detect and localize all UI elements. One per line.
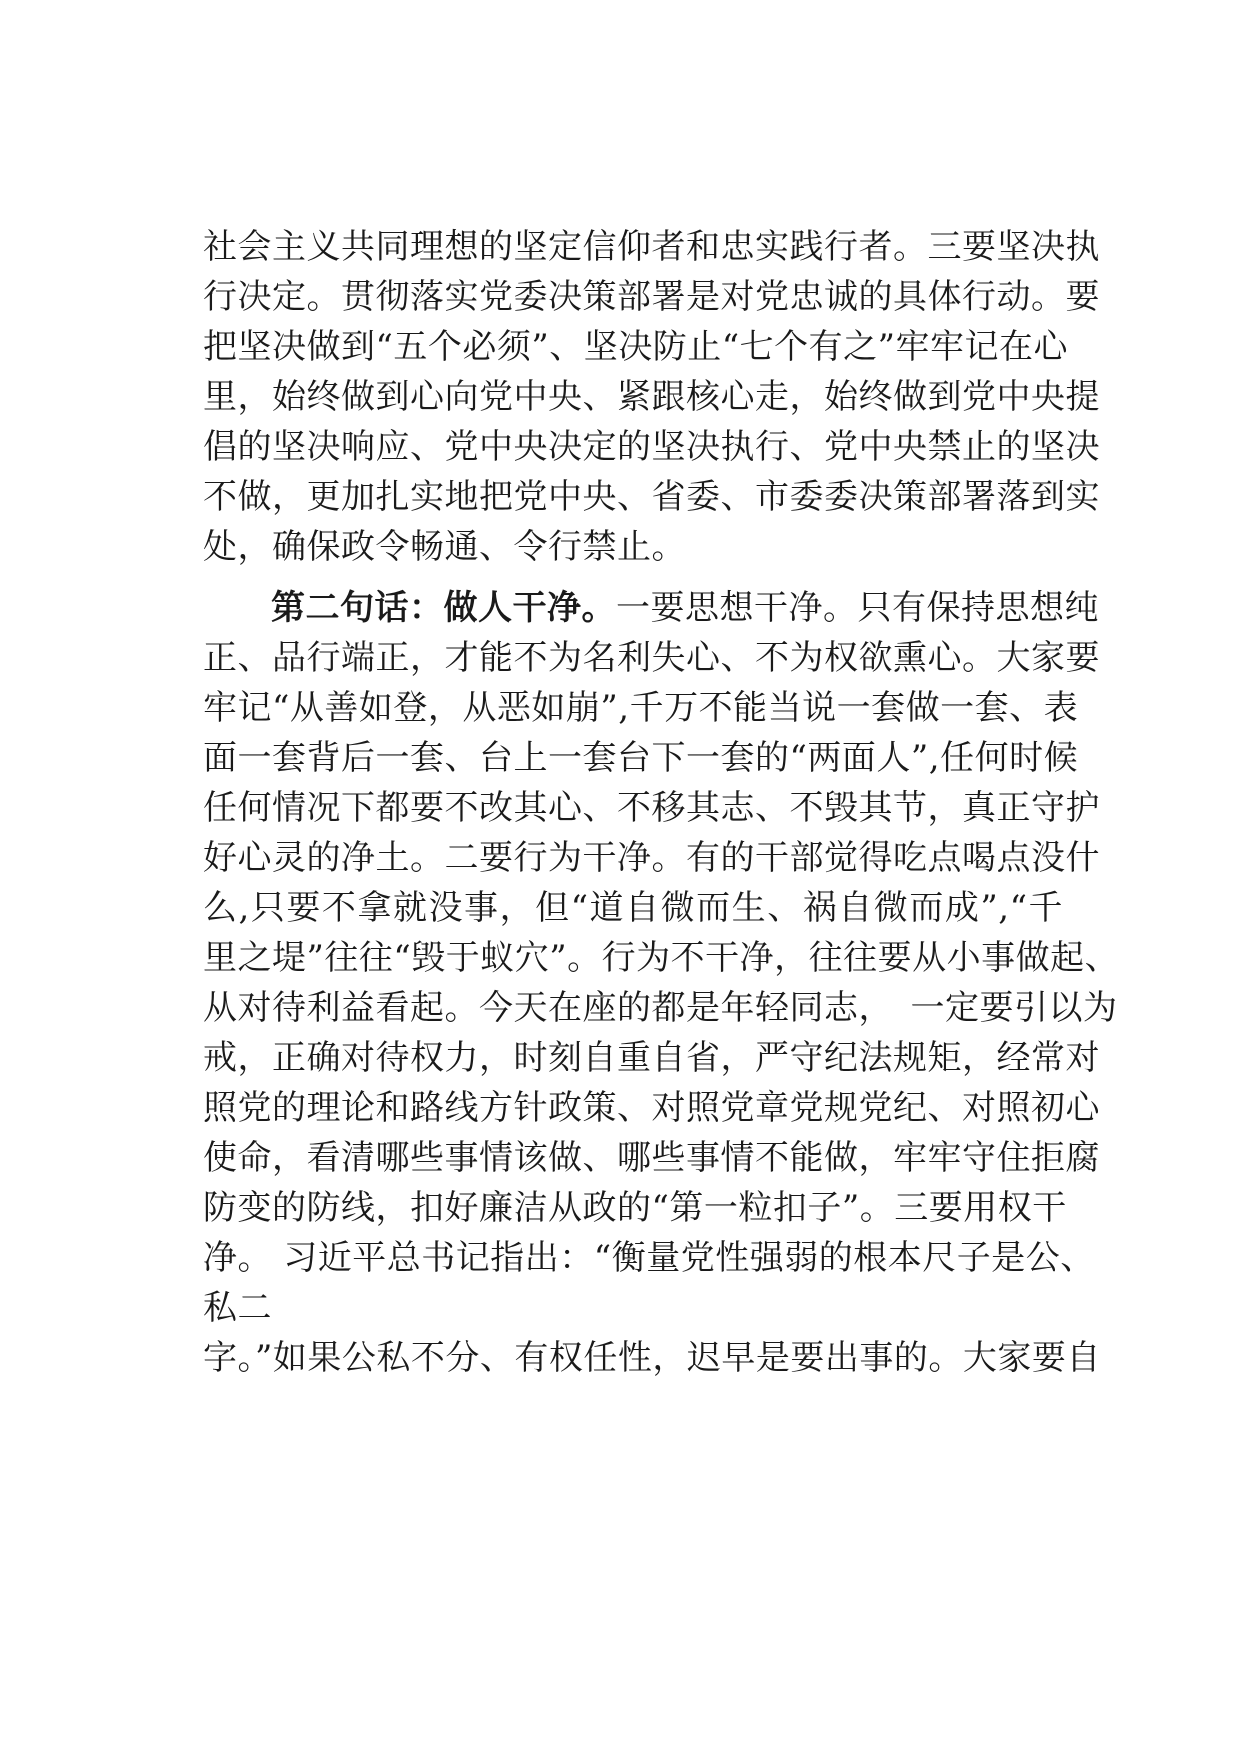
text-line: 使命，看清哪些事情该做、哪些事情不能做，牢牢守住拒腐 [203,1138,1100,1178]
text-run: 一要思想干净。只有保持思想纯 [616,588,1099,628]
text-line: 正、品行端正，才能不为名利失心、不为权欲熏心。大家要 [203,638,1100,678]
text-line: 处，确保政令畅通、令行禁止。 [203,527,686,567]
text-line: 从对待利益看起。今天在座的都是年轻同志， 一定要引以为 [203,988,1118,1028]
text-line: 防变的防线，扣好廉洁从政的“第一粒扣子”。三要用权干 [203,1188,1067,1228]
text-line: 私二 [203,1288,272,1328]
text-line: 社会主义共同理想的坚定信仰者和忠实践行者。三要坚决执 [203,227,1100,267]
text-line: 照党的理论和路线方针政策、对照党章党规党纪、对照初心 [203,1088,1100,1128]
text-line: 倡的坚决响应、党中央决定的坚决执行、党中央禁止的坚决 [203,427,1100,467]
paragraph-integrity [203,583,1120,1383]
text-line: 戒，正确对待权力，时刻自重自省，严守纪法规矩，经常对 [203,1038,1100,1078]
section-heading: 第二句话：做人干净。 [271,588,616,628]
text-line: 里，始终做到心向党中央、紧跟核心走，始终做到党中央提 [203,377,1100,417]
text-line: 把坚决做到“五个必须”、坚决防止“七个有之”牢牢记在心 [203,327,1069,367]
text-line: 面一套背后一套、台上一套台下一套的“两面人”,任何时候 [203,738,1079,778]
text-line: 行决定。贯彻落实党委决策部署是对党忠诚的具体行动。要 [203,277,1100,317]
text-line: 净。 习近平总书记指出：“衡量党性强弱的根本尺子是公、 [203,1238,1095,1278]
text-line: 字。”如果公私不分、有权任性，迟早是要出事的。大家要自 [203,1338,1101,1378]
text-line: 不做，更加扎实地把党中央、省委、市委委决策部署落到实 [203,477,1100,517]
text-line: 好心灵的净土。二要行为干净。有的干部觉得吃点喝点没什 [203,838,1100,878]
text-line: 牢记“从善如登，从恶如崩”,千万不能当说一套做一套、表 [203,688,1079,728]
text-line: 里之堤”往往“毁于蚁穴”。行为不干净，往往要从小事做起、 [203,938,1120,978]
paragraph-first-line [203,583,1099,633]
paragraph-loyalty-continued [203,222,1100,572]
text-line: 么,只要不拿就没事，但“道自微而生、祸自微而成”,“千 [203,888,1063,928]
text-line: 任何情况下都要不改其心、不移其志、不毁其节，真正守护 [203,788,1100,828]
